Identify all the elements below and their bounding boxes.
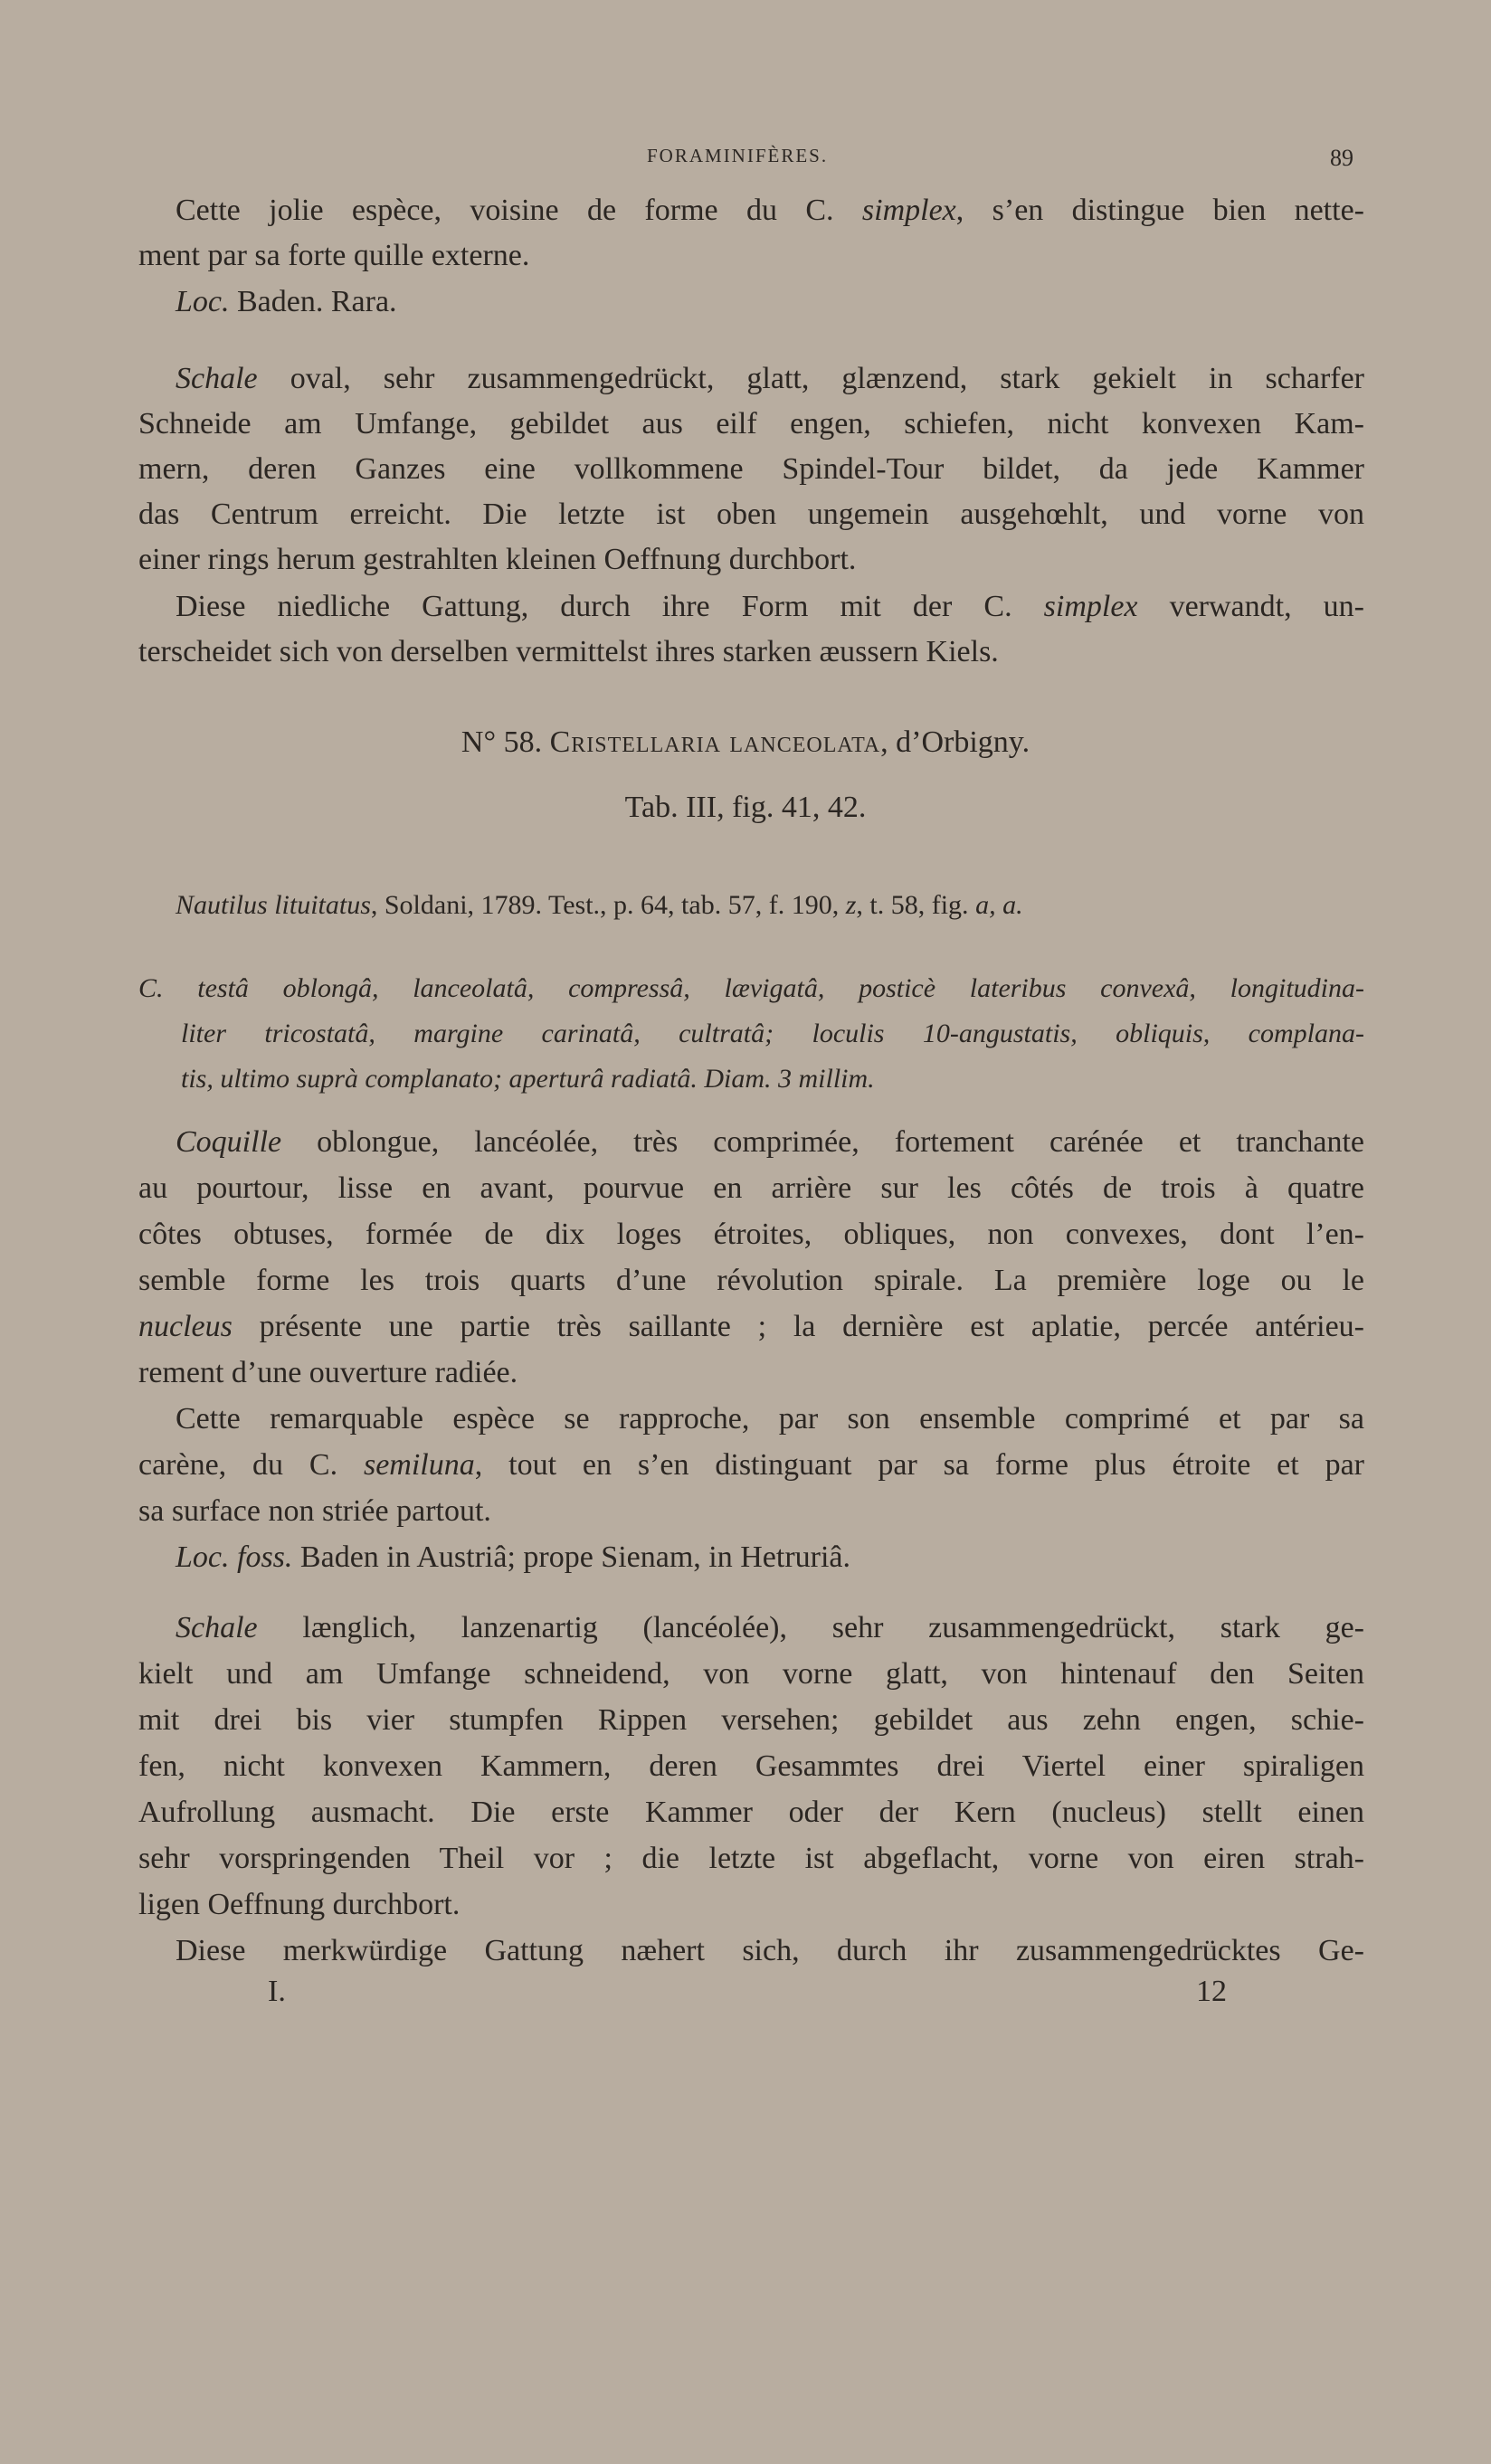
- paragraph-line: Schale længlich, lanzenartig (lancéolée), sehr zusammengedrückt, stark ge-: [176, 1611, 1364, 1644]
- paragraph-line: ligen Oeffnung durchbort.: [138, 1888, 461, 1921]
- paragraph-line: Aufrollung ausmacht. Die erste Kammer oder der Kern (nucleus) stellt einen: [138, 1796, 1364, 1829]
- paragraph-line: mern, deren Ganzes eine vollkommene Spindel-Tour bildet, da jede Kammer: [138, 452, 1364, 486]
- paragraph-line: fen, nicht konvexen Kammern, deren Gesammtes drei Viertel einer spiraligen: [138, 1749, 1364, 1783]
- paragraph-line: au pourtour, lisse en avant, pourvue en arrière sur les côtés de trois à quatre: [138, 1171, 1364, 1205]
- paragraph-line: mit drei bis vier stumpfen Rippen versehen; gebildet aus zehn engen, schie-: [138, 1703, 1364, 1737]
- paragraph-line: Schale oval, sehr zusammengedrückt, glatt, glænzend, stark gekielt in scharfer: [176, 362, 1364, 395]
- species-heading: N° 58. Cristellaria lanceolata, d’Orbigny.: [461, 725, 1030, 759]
- paragraph-line: Diese merkwürdige Gattung næhert sich, durch ihr zusammengedrücktes Ge-: [176, 1934, 1364, 1967]
- page-number: 89: [1330, 145, 1353, 171]
- paragraph-line: kielt und am Umfange schneidend, von vorne glatt, von hintenauf den Seiten: [138, 1657, 1364, 1691]
- paragraph-line: Schneide am Umfange, gebildet aus eilf engen, schiefen, nicht konvexen Kam-: [138, 407, 1364, 441]
- running-title: FORAMINIFÈRES.: [647, 145, 829, 166]
- paragraph-line: Diese niedliche Gattung, durch ihre Form mit der C. simplex verwandt, un-: [176, 590, 1364, 623]
- paragraph-line: Coquille oblongue, lancéolée, très comprimée, fortement carénée et tranchante: [176, 1125, 1364, 1159]
- diagnosis-line: tis, ultimo suprà complanato; aperturâ radiatâ. Diam. 3 millim.: [181, 1064, 875, 1094]
- paragraph-line: sa surface non striée partout.: [138, 1494, 491, 1528]
- paragraph-line: terscheidet sich von derselben vermittelst ihres starken æussern Kiels.: [138, 635, 999, 668]
- paragraph-line: semble forme les trois quarts d’une révolution spirale. La première loge ou le: [138, 1264, 1364, 1297]
- location-line: Loc. foss. Baden in Austriâ; prope Sienam, in Hetruriâ.: [176, 1540, 851, 1574]
- paragraph-line: einer rings herum gestrahlten kleinen Oeffnung durchbort.: [138, 543, 857, 576]
- location-line: Loc. Baden. Rara.: [176, 285, 397, 318]
- synonym-line: Nautilus lituitatus, Soldani, 1789. Test., p. 64, tab. 57, f. 190, z, t. 58, fig. a, a.: [176, 890, 1023, 920]
- paragraph-line: das Centrum erreicht. Die letzte ist oben ungemein ausgehœhlt, und vorne von: [138, 498, 1364, 531]
- paragraph-line: ment par sa forte quille externe.: [138, 239, 530, 272]
- signature-mark: I.: [268, 1975, 286, 2008]
- paragraph-line: sehr vorspringenden Theil vor ; die letzte ist abgeflacht, vorne von eiren strah-: [138, 1842, 1364, 1875]
- plate-reference: Tab. III, fig. 41, 42.: [624, 791, 867, 824]
- diagnosis-line: C. testâ oblongâ, lanceolatâ, compressâ, lævigatâ, posticè lateribus convexâ, longitudina-: [138, 973, 1364, 1003]
- diagnosis-line: liter tricostatâ, margine carinatâ, cultratâ; loculis 10-angustatis, obliquis, complana-: [181, 1019, 1364, 1048]
- paragraph-line: Cette remarquable espèce se rapproche, par son ensemble comprimé et par sa: [176, 1402, 1364, 1436]
- paragraph-line: Cette jolie espèce, voisine de forme du C. simplex, s’en distingue bien nette-: [176, 194, 1364, 227]
- paragraph-line: rement d’une ouverture radiée.: [138, 1356, 518, 1389]
- paragraph-line: carène, du C. semiluna, tout en s’en distinguant par sa forme plus étroite et par: [138, 1448, 1364, 1482]
- paragraph-line: nucleus présente une partie très saillante ; la dernière est aplatie, percée antérieu-: [138, 1310, 1364, 1343]
- paragraph-line: côtes obtuses, formée de dix loges étroites, obliques, non convexes, dont l’en-: [138, 1218, 1364, 1251]
- sheet-number: 12: [1196, 1975, 1227, 2008]
